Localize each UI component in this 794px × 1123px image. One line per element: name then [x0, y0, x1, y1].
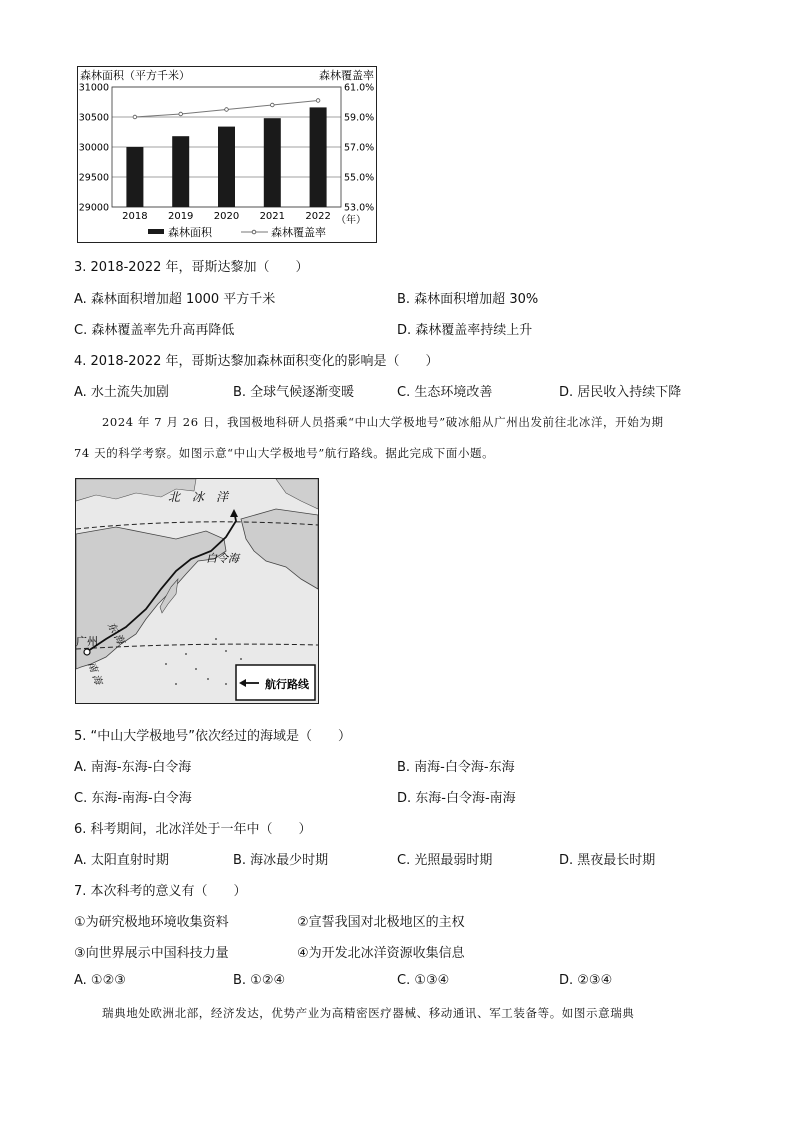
left-tick-label: 31000	[78, 82, 109, 94]
left-tick-label: 30000	[78, 142, 109, 154]
label-guangzhou: 广州	[76, 635, 98, 648]
q3-option-b[interactable]: B. 森林面积增加超 30%	[397, 292, 539, 307]
q4-option-d[interactable]: D. 居民收入持续下降	[559, 385, 682, 400]
q4-stem: 4. 2018-2022 年，哥斯达黎加森林面积变化的影响是（ ）	[74, 354, 439, 369]
left-tick-label: 29000	[78, 202, 109, 214]
q5-option-d[interactable]: D. 东海-白令海-南海	[397, 791, 516, 806]
left-tick-label: 30500	[78, 112, 109, 124]
q4-option-c[interactable]: C. 生态环境改善	[397, 385, 493, 400]
forest-coverage-point	[316, 99, 320, 103]
left-axis-title: 森林面积（平方千米）	[80, 69, 190, 82]
x-tick-label: 2021	[259, 211, 286, 222]
forest-chart-svg	[78, 67, 376, 242]
q5-option-a[interactable]: A. 南海-东海-白令海	[74, 760, 192, 775]
forest-coverage-point	[271, 103, 275, 107]
q4-option-b[interactable]: B. 全球气候逐渐变暖	[233, 385, 355, 400]
legend-bar-swatch	[148, 229, 164, 234]
forest-coverage-point	[179, 112, 183, 116]
label-bering-sea: 白令海	[206, 552, 239, 565]
guangzhou-point	[84, 649, 90, 655]
q5-option-b[interactable]: B. 南海-白令海-东海	[397, 760, 515, 775]
right-tick-label: 57.0%	[344, 142, 375, 154]
legend-line-label: 森林覆盖率	[271, 226, 326, 239]
forest-coverage-point	[133, 115, 137, 119]
q6-stem: 6. 科考期间，北冰洋处于一年中（ ）	[74, 822, 312, 837]
q3-option-c[interactable]: C. 森林覆盖率先升高再降低	[74, 323, 235, 338]
q7-statement-2: ②宣誓我国对北极地区的主权	[297, 915, 465, 930]
forest-area-bar	[310, 107, 327, 207]
right-tick-label: 55.0%	[344, 172, 375, 184]
q3-stem: 3. 2018-2022 年，哥斯达黎加（ ）	[74, 260, 309, 275]
forest-area-bar	[218, 127, 235, 207]
q7-statement-4: ④为开发北冰洋资源收集信息	[297, 946, 465, 961]
q7-statement-1: ①为研究极地环境收集资料	[74, 915, 229, 930]
right-tick-label: 53.0%	[344, 202, 375, 214]
q6-option-a[interactable]: A. 太阳直射时期	[74, 853, 169, 868]
q7-statement-3: ③向世界展示中国科技力量	[74, 946, 229, 961]
q3-option-a[interactable]: A. 森林面积增加超 1000 平方千米	[74, 292, 276, 307]
q5-stem: 5. “中山大学极地号”依次经过的海域是（ ）	[74, 729, 352, 744]
q3-option-d[interactable]: D. 森林覆盖率持续上升	[397, 323, 533, 338]
right-tick-label: 61.0%	[344, 82, 375, 94]
q6-option-d[interactable]: D. 黑夜最长时期	[559, 853, 656, 868]
passage2-line1: 瑞典地处欧洲北部，经济发达，优势产业为高精密医疗器械、移动通讯、军工装备等。如图示意瑞典	[102, 1006, 635, 1020]
label-arctic-ocean: 北 冰 洋	[168, 490, 229, 504]
right-tick-label: 59.0%	[344, 112, 375, 124]
q7-option-b[interactable]: B. ①②④	[233, 973, 286, 988]
left-tick-label: 29500	[78, 172, 109, 184]
passage1-line1: 2024 年 7 月 26 日，我国极地科研人员搭乘“中山大学极地号”破冰船从广州出发前往北冰洋，开始为期	[102, 415, 664, 429]
map-legend-label: 航行路线	[265, 678, 309, 691]
q6-option-b[interactable]: B. 海冰最少时期	[233, 853, 329, 868]
x-tick-label: 2018	[122, 211, 148, 222]
forest-chart	[77, 66, 377, 243]
q5-option-c[interactable]: C. 东海-南海-白令海	[74, 791, 192, 806]
forest-area-bar	[126, 147, 143, 207]
right-axis-title: 森林覆盖率	[319, 69, 374, 82]
label-east-sea: 东 海	[104, 620, 126, 647]
q7-option-c[interactable]: C. ①③④	[397, 973, 450, 988]
forest-coverage-point	[225, 108, 229, 112]
q7-stem: 7. 本次科考的意义有（ ）	[74, 884, 247, 899]
route-map	[75, 478, 319, 704]
x-unit-label: （年）	[336, 215, 366, 226]
forest-area-bar	[264, 118, 281, 207]
x-tick-label: 2022	[305, 211, 331, 222]
passage1-line2: 74 天的科学考察。如图示意“中山大学极地号”航行路线。据此完成下面小题。	[74, 446, 495, 460]
legend-bar-label: 森林面积	[168, 226, 212, 239]
legend-line-marker	[252, 230, 256, 234]
label-south-sea: 南 海	[85, 660, 104, 687]
x-tick-label: 2019	[167, 211, 194, 222]
route-map-svg	[76, 479, 318, 703]
forest-area-bar	[172, 136, 189, 207]
q7-option-d[interactable]: D. ②③④	[559, 973, 613, 988]
q6-option-c[interactable]: C. 光照最弱时期	[397, 853, 493, 868]
q4-option-a[interactable]: A. 水土流失加剧	[74, 385, 169, 400]
x-tick-label: 2020	[213, 211, 240, 222]
q7-option-a[interactable]: A. ①②③	[74, 973, 126, 988]
